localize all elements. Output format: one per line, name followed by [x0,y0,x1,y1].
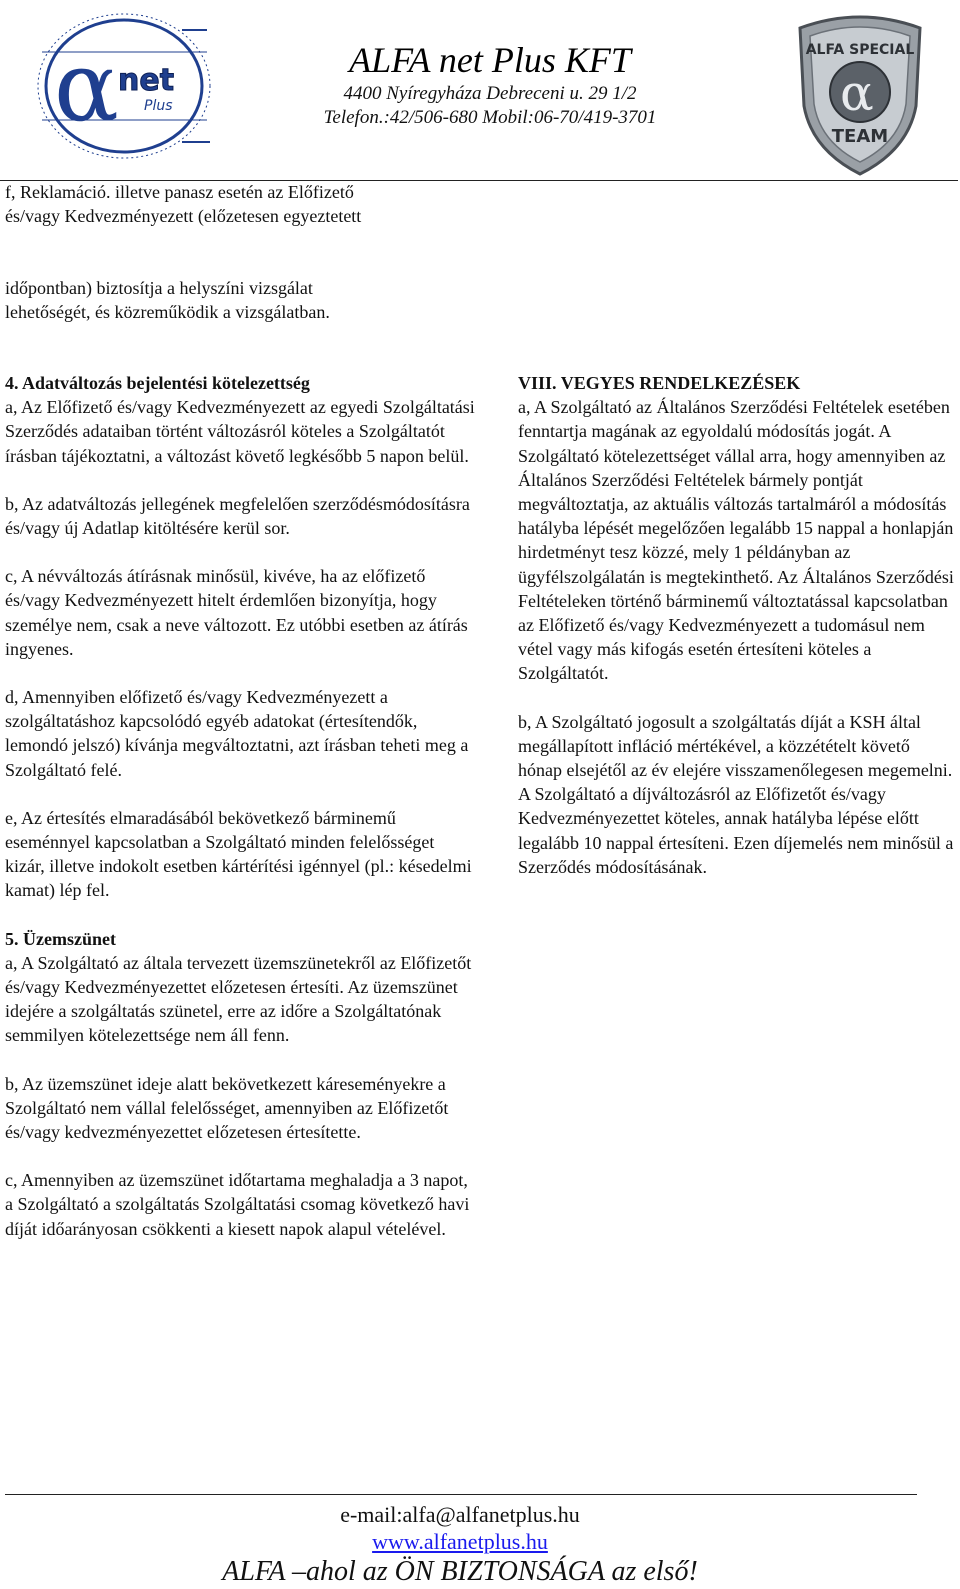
footer-slogan: ALFA –ahol az ÖN BIZTONSÁGA az első! [222,1556,698,1587]
svg-text:Plus: Plus [144,98,173,114]
company-logo-left [32,12,232,162]
footer-divider [5,1494,917,1495]
section-5-title: 5. Üzemszünet [5,928,116,949]
left-column [5,371,475,1241]
footer-website-link[interactable]: www.alfanetplus.hu [372,1529,548,1554]
section-4-paragraph-a: a, Az Előfizető és/vagy Kedvezményezett az egyedi Szolgáltatási Szerződés adataiban történt változásról köteles a Szolgáltatót írásban tájékoztatni, a változást követő legkésőbb 5 napon belül. [5,397,475,466]
alfa-net-logo-icon [32,12,232,162]
section-8-title: VIII. VEGYES RENDELKEZÉSEK [518,373,801,393]
footer-email: e-mail:alfa@alfanetplus.hu [340,1502,580,1527]
svg-text:TEAM: TEAM [831,126,889,147]
section-4-paragraph-d: d, Amennyiben előfizető és/vagy Kedvezményezett a szolgáltatáshoz kapcsolódó egyéb adatokat (értesítendők, lemondó jelszó) kívánja megváltoztatni, azt írásban teheti meg a Szolgáltató felé. [5,687,469,780]
section-4-paragraph-c: c, A névváltozás átírásnak minősül, kivéve, ha az előfizető és/vagy Kedvezményezett hitelt érdemlően bizonyítja, hogy személye nem, csak a neve változott. Ez utóbbi esetben az átírás ingyenes. [5,566,468,659]
special-team-badge [790,10,930,178]
shield-icon [790,10,930,178]
section-8-paragraph-a: a, A Szolgáltató az Általános Szerződési Feltételek esetében fenntartja magának az egyoldalú módosítás jogát. A Szolgáltató kötelezettséget vállal arra, hogy amennyiben az Általános Szerződési Feltételek bármely pontját megváltoztatja, az aktuális változás tartalmáról a módosítás hatályba lépését megelőzően legalább 15 nappal a honlapján hirdetményt tesz közzé, mely 1 példányban az ügyfélszolgálatán is megtekinthető. Az Általános Szerződési Feltételeken történő bárminemű változtatással kapcsolatban az Előfizető és/vagy Kedvezményezett a tudomásul nem vétel vagy más kifogás esetén értesíteni köteles a Szolgáltatót. [518,397,954,684]
section-5-paragraph-a: a, A Szolgáltató az általa tervezett üzemszünetekről az Előfizetőt és/vagy Kedvezményezettet előzetesen értesíti. Az üzemszünet idejére a szolgáltatás szünetel, erre az időre a Szolgáltatónak semmilyen kötelezettsége nem áll fenn. [5,952,472,1046]
company-name: ALFA net Plus KFT [349,40,631,80]
section-5-paragraph-c: c, Amennyiben az üzemszünet időtartama meghaladja a 3 napot, a Szolgáltató a szolgáltatás Szolgáltatási csomag következő havi díját időarányosan csökkenti a kiesett napok alapul vételével. [5,1170,470,1239]
section-4-paragraph-e: e, Az értesítés elmaradásából bekövetkező bárminemű eseménnyel kapcsolatban a Szolgáltató minden felelősséget kizár, illetve indokolt esetben kártérítési igénnyel (pl.: késedelmi kamat) lép fel. [5,807,472,901]
svg-text:ALFA SPECIAL: ALFA SPECIAL [805,42,915,58]
intro-line: időpontban) biztosítja a helyszíni vizsgálat [5,278,313,298]
section-4-paragraph-b: b, Az adatváltozás jellegének megfelelően szerződésmódosításra és/vagy új Adatlap kitöltésére kerül sor. [5,493,470,539]
svg-text:α: α [54,31,119,143]
section-4-title: 4. Adatváltozás bejelentési kötelezettség [5,373,310,393]
right-column [518,371,958,879]
section-5-paragraph-b: b, Az üzemszünet ideje alatt bekövetkezett káreseményekre a Szolgáltató nem vállal felelősséget, amennyiben az Előfizetőt és/vagy kedvezményezettet előzetesen értesítette. [5,1073,449,1143]
intro-line: f, Reklamáció. illetve panasz esetén az Előfizető [5,182,354,202]
intro-line: lehetőségét, és közreműködik a vizsgálatban. [5,302,330,323]
svg-text:net: net [118,63,175,98]
intro-paragraph-top [5,180,605,228]
svg-text:α: α [840,64,874,122]
company-address: 4400 Nyíregyháza Debreceni u. 29 1/2 [343,83,637,104]
company-phone: Telefon.:42/506-680 Mobil:06-70/419-3701 [323,107,657,128]
section-8-paragraph-b: b, A Szolgáltató jogosult a szolgáltatás díját a KSH által megállapított infláció mértékével, a közzétételt követő hónap elsejétől az év elejére visszamenőlegesen megemelni. A Szolgáltató a díjváltozásról az Előfizetőt és/vagy Kedvezményezettet köteles, annak hatályba lépése előtt legalább 10 nappal értesíteni. Ezen díjemelés nem minősül a Szerződés módosításának. [518,711,954,877]
intro-line: és/vagy Kedvezményezett (előzetesen egyeztetett [5,206,362,227]
intro-paragraph-bottom [5,276,605,324]
